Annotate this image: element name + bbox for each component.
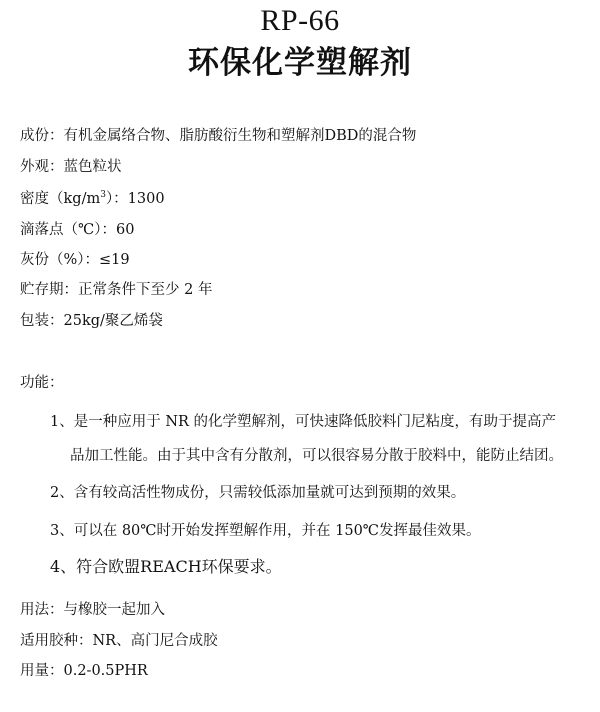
spec-packaging: 包装：25kg/聚乙烯袋 bbox=[20, 313, 163, 329]
spec-shelf-life: 贮存期：正常条件下至少 2 年 bbox=[20, 282, 213, 298]
density-exponent: 3 bbox=[100, 190, 106, 201]
usage-applicable-rubber: 适用胶种：NR、高门尼合成胶 bbox=[20, 633, 218, 649]
function-item-1-continued: 品加工性能。由于其中含有分散剂，可以很容易分散于胶料中，能防止结团。 bbox=[70, 448, 563, 464]
usage-method: 用法：与橡胶一起加入 bbox=[20, 602, 165, 618]
density-value: ）：1300 bbox=[105, 191, 165, 207]
functions-heading: 功能： bbox=[20, 375, 64, 391]
function-item-1: 1、是一种应用于 NR 的化学塑解剂，可快速降低胶料门尼粘度，有助于提高产 bbox=[50, 414, 557, 430]
product-code: RP-66 bbox=[260, 4, 340, 37]
function-item-4: 4、符合欧盟REACH环保要求。 bbox=[50, 557, 282, 576]
spec-composition: 成份：有机金属络合物、脂肪酸衍生物和塑解剂DBD的混合物 bbox=[20, 128, 417, 144]
function-item-2: 2、含有较高活性物成份，只需较低添加量就可达到预期的效果。 bbox=[50, 485, 466, 501]
function-item-3: 3、可以在 80℃时开始发挥塑解作用，并在 150℃发挥最佳效果。 bbox=[50, 523, 481, 539]
spec-density bbox=[20, 189, 165, 209]
spec-appearance: 外观：蓝色粒状 bbox=[20, 159, 122, 175]
spec-ash: 灰份（%）：≤19 bbox=[20, 252, 130, 268]
density-label: 密度（kg/m bbox=[20, 191, 101, 207]
usage-dosage: 用量：0.2-0.5PHR bbox=[20, 663, 148, 679]
spec-drop-point: 滴落点（℃）：60 bbox=[20, 222, 135, 238]
product-name: 环保化学塑解剂 bbox=[188, 45, 412, 81]
